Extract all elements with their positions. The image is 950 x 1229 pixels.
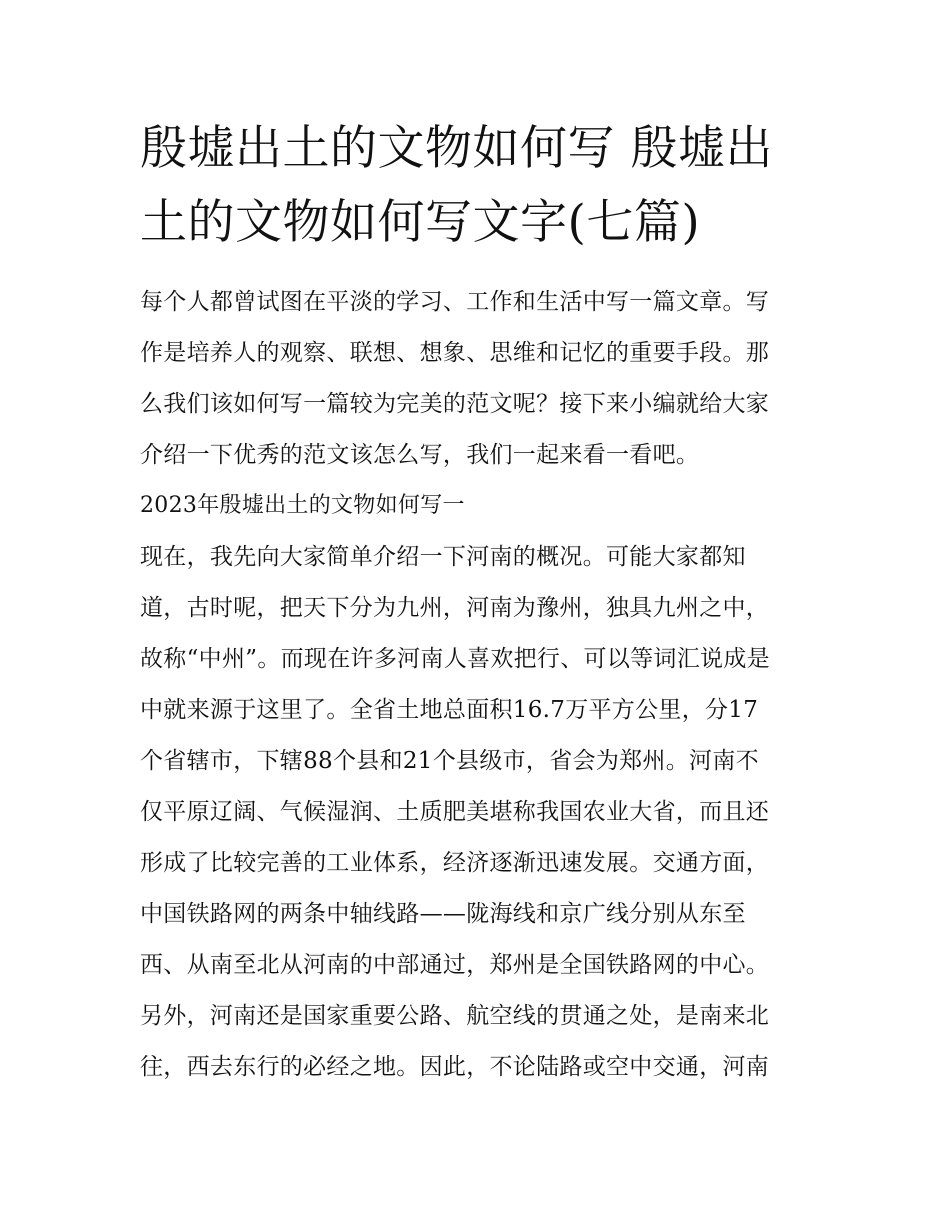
intro-line: 么我们该如何写一篇较为完美的范文呢？接下来小编就给大家	[140, 391, 770, 417]
title-line: 殷墟出土的文物如何写 殷墟出	[140, 121, 773, 176]
intro-line: 每个人都曾试图在平淡的学习、工作和生活中写一篇文章。写	[140, 289, 770, 315]
section-line: 中就来源于这里了。全省土地总面积16.7万平方公里，分17	[140, 697, 759, 723]
section-line: 故称“中州”。而现在许多河南人喜欢把行、可以等词汇说成是	[140, 646, 770, 672]
section-line: 中国铁路网的两条中轴线路——陇海线和京广线分别从东至	[140, 901, 746, 927]
section-line: 仅平原辽阔、气候湿润、土质肥美堪称我国农业大省，而且还	[140, 799, 770, 825]
section-line: 往，西去东行的必经之地。因此，不论陆路或空中交通，河南	[140, 1054, 770, 1080]
title-line: 土的文物如何写文字(七篇)	[140, 195, 701, 250]
section-line: 现在，我先向大家简单介绍一下河南的概况。可能大家都知	[140, 544, 746, 570]
intro-line: 介绍一下优秀的范文该怎么写，我们一起来看一看吧。	[140, 442, 700, 468]
section-line: 形成了比较完善的工业体系，经济逐渐迅速发展。交通方面，	[140, 850, 770, 876]
document-title	[140, 112, 820, 260]
section-line: 另外，河南还是国家重要公路、航空线的贯通之处，是南来北	[140, 1003, 770, 1029]
section-line: 西、从南至北从河南的中部通过，郑州是全国铁路网的中心。	[140, 952, 770, 978]
section-heading: 2023年殷墟出土的文物如何写一	[140, 493, 465, 518]
document-body	[140, 280, 830, 1096]
section-line: 道，古时呢，把天下分为九州，河南为豫州，独具九州之中，	[140, 595, 770, 621]
section-line: 个省辖市，下辖88个县和21个县级市，省会为郑州。河南不	[140, 748, 759, 774]
intro-line: 作是培养人的观察、联想、想象、思维和记忆的重要手段。那	[140, 340, 770, 366]
